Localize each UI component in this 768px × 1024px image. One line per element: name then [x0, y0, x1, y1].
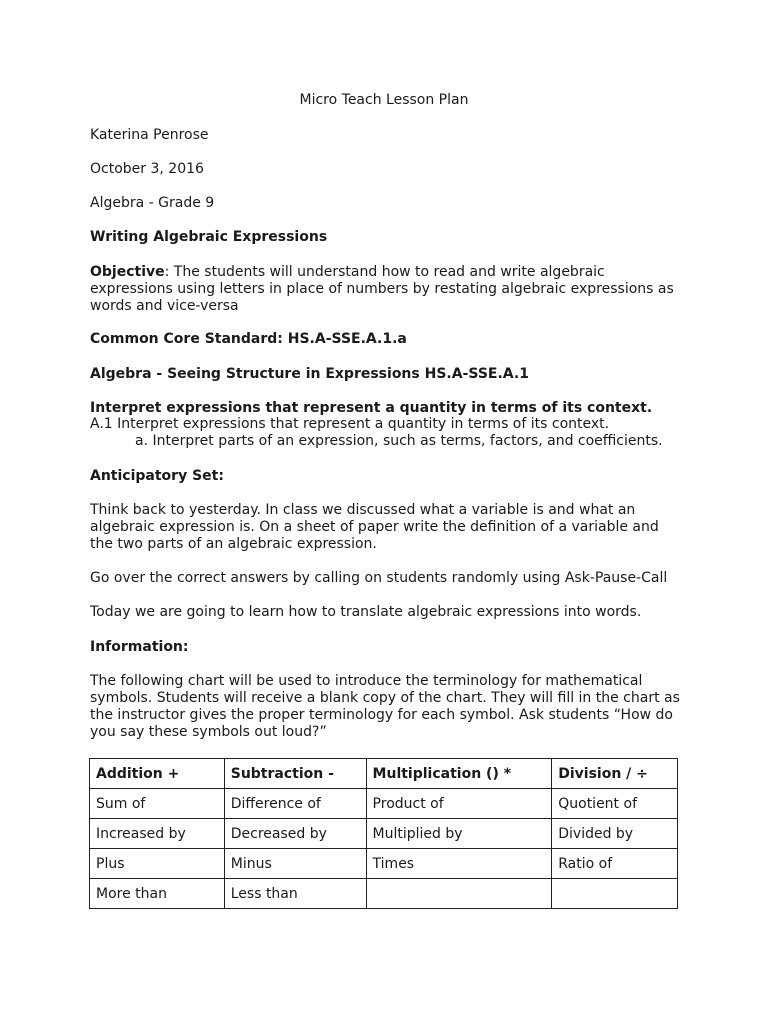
table-row [90, 849, 678, 879]
document-title: Micro Teach Lesson Plan [299, 92, 469, 108]
anticipatory-set-text: Think back to yesterday. In class we discussed what a variable is and what an algebraic expression is. On a sheet of paper write the definition of a variable and the two parts of an algebraic expression. [90, 502, 659, 552]
table-cell: Plus [90, 849, 225, 879]
table-cell: Difference of [224, 789, 366, 819]
today-text: Today we are going to learn how to translate algebraic expressions into words. [90, 604, 642, 620]
course-name: Algebra - Grade 9 [90, 195, 215, 211]
table-cell: Divided by [552, 819, 678, 849]
common-core-standard: Common Core Standard: HS.A-SSE.A.1.a [90, 331, 407, 347]
information-text: The following chart will be used to introduce the terminology for mathematical symbols. Students will receive a blank copy of the chart. They will fill in the chart as the instructor gives the proper terminology for each symbol. Ask students “How do you say these symbols out loud?” [90, 673, 680, 740]
table-cell: Times [366, 849, 552, 879]
anticipatory-set-heading: Anticipatory Set: [90, 468, 224, 484]
table-cell: Decreased by [224, 819, 366, 849]
table-cell: Quotient of [552, 789, 678, 819]
information-heading: Information: [90, 639, 189, 655]
table-cell: Multiplied by [366, 819, 552, 849]
table-cell: Increased by [90, 819, 225, 849]
header-division: Division / ÷ [552, 759, 678, 789]
interpret-standard-a1a: a. Interpret parts of an expression, such as terms, factors, and coefficients. [135, 433, 663, 449]
table-cell: Product of [366, 789, 552, 819]
interpret-heading: Interpret expressions that represent a quantity in terms of its context. [90, 400, 653, 416]
table-cell [552, 879, 678, 909]
go-over-answers-text: Go over the correct answers by calling on students randomly using Ask-Pause-Call [90, 570, 668, 586]
lesson-date: October 3, 2016 [90, 161, 204, 177]
header-addition: Addition + [90, 759, 225, 789]
table-row [90, 879, 678, 909]
objective-label: Objective [90, 264, 165, 280]
domain-heading: Algebra - Seeing Structure in Expressions HS.A-SSE.A.1 [90, 366, 529, 382]
table-cell [366, 879, 552, 909]
table-cell: Less than [224, 879, 366, 909]
author-name: Katerina Penrose [90, 127, 209, 143]
header-multiplication: Multiplication () * [366, 759, 552, 789]
objective-text: : The students will understand how to read and write algebraic expressions using letters in place of numbers by restating algebraic expressions as words and vice-versa [90, 264, 674, 314]
header-subtraction: Subtraction - [224, 759, 366, 789]
table-row [90, 789, 678, 819]
table-cell: Minus [224, 849, 366, 879]
table-cell: Sum of [90, 789, 225, 819]
table-cell: More than [90, 879, 225, 909]
lesson-topic: Writing Algebraic Expressions [90, 229, 328, 245]
objective-paragraph [90, 264, 680, 315]
table-header-row [90, 759, 678, 789]
interpret-standard-a1: A.1 Interpret expressions that represent a quantity in terms of its context. [90, 416, 610, 432]
table-row [90, 819, 678, 849]
terminology-table [89, 758, 678, 909]
table-cell: Ratio of [552, 849, 678, 879]
